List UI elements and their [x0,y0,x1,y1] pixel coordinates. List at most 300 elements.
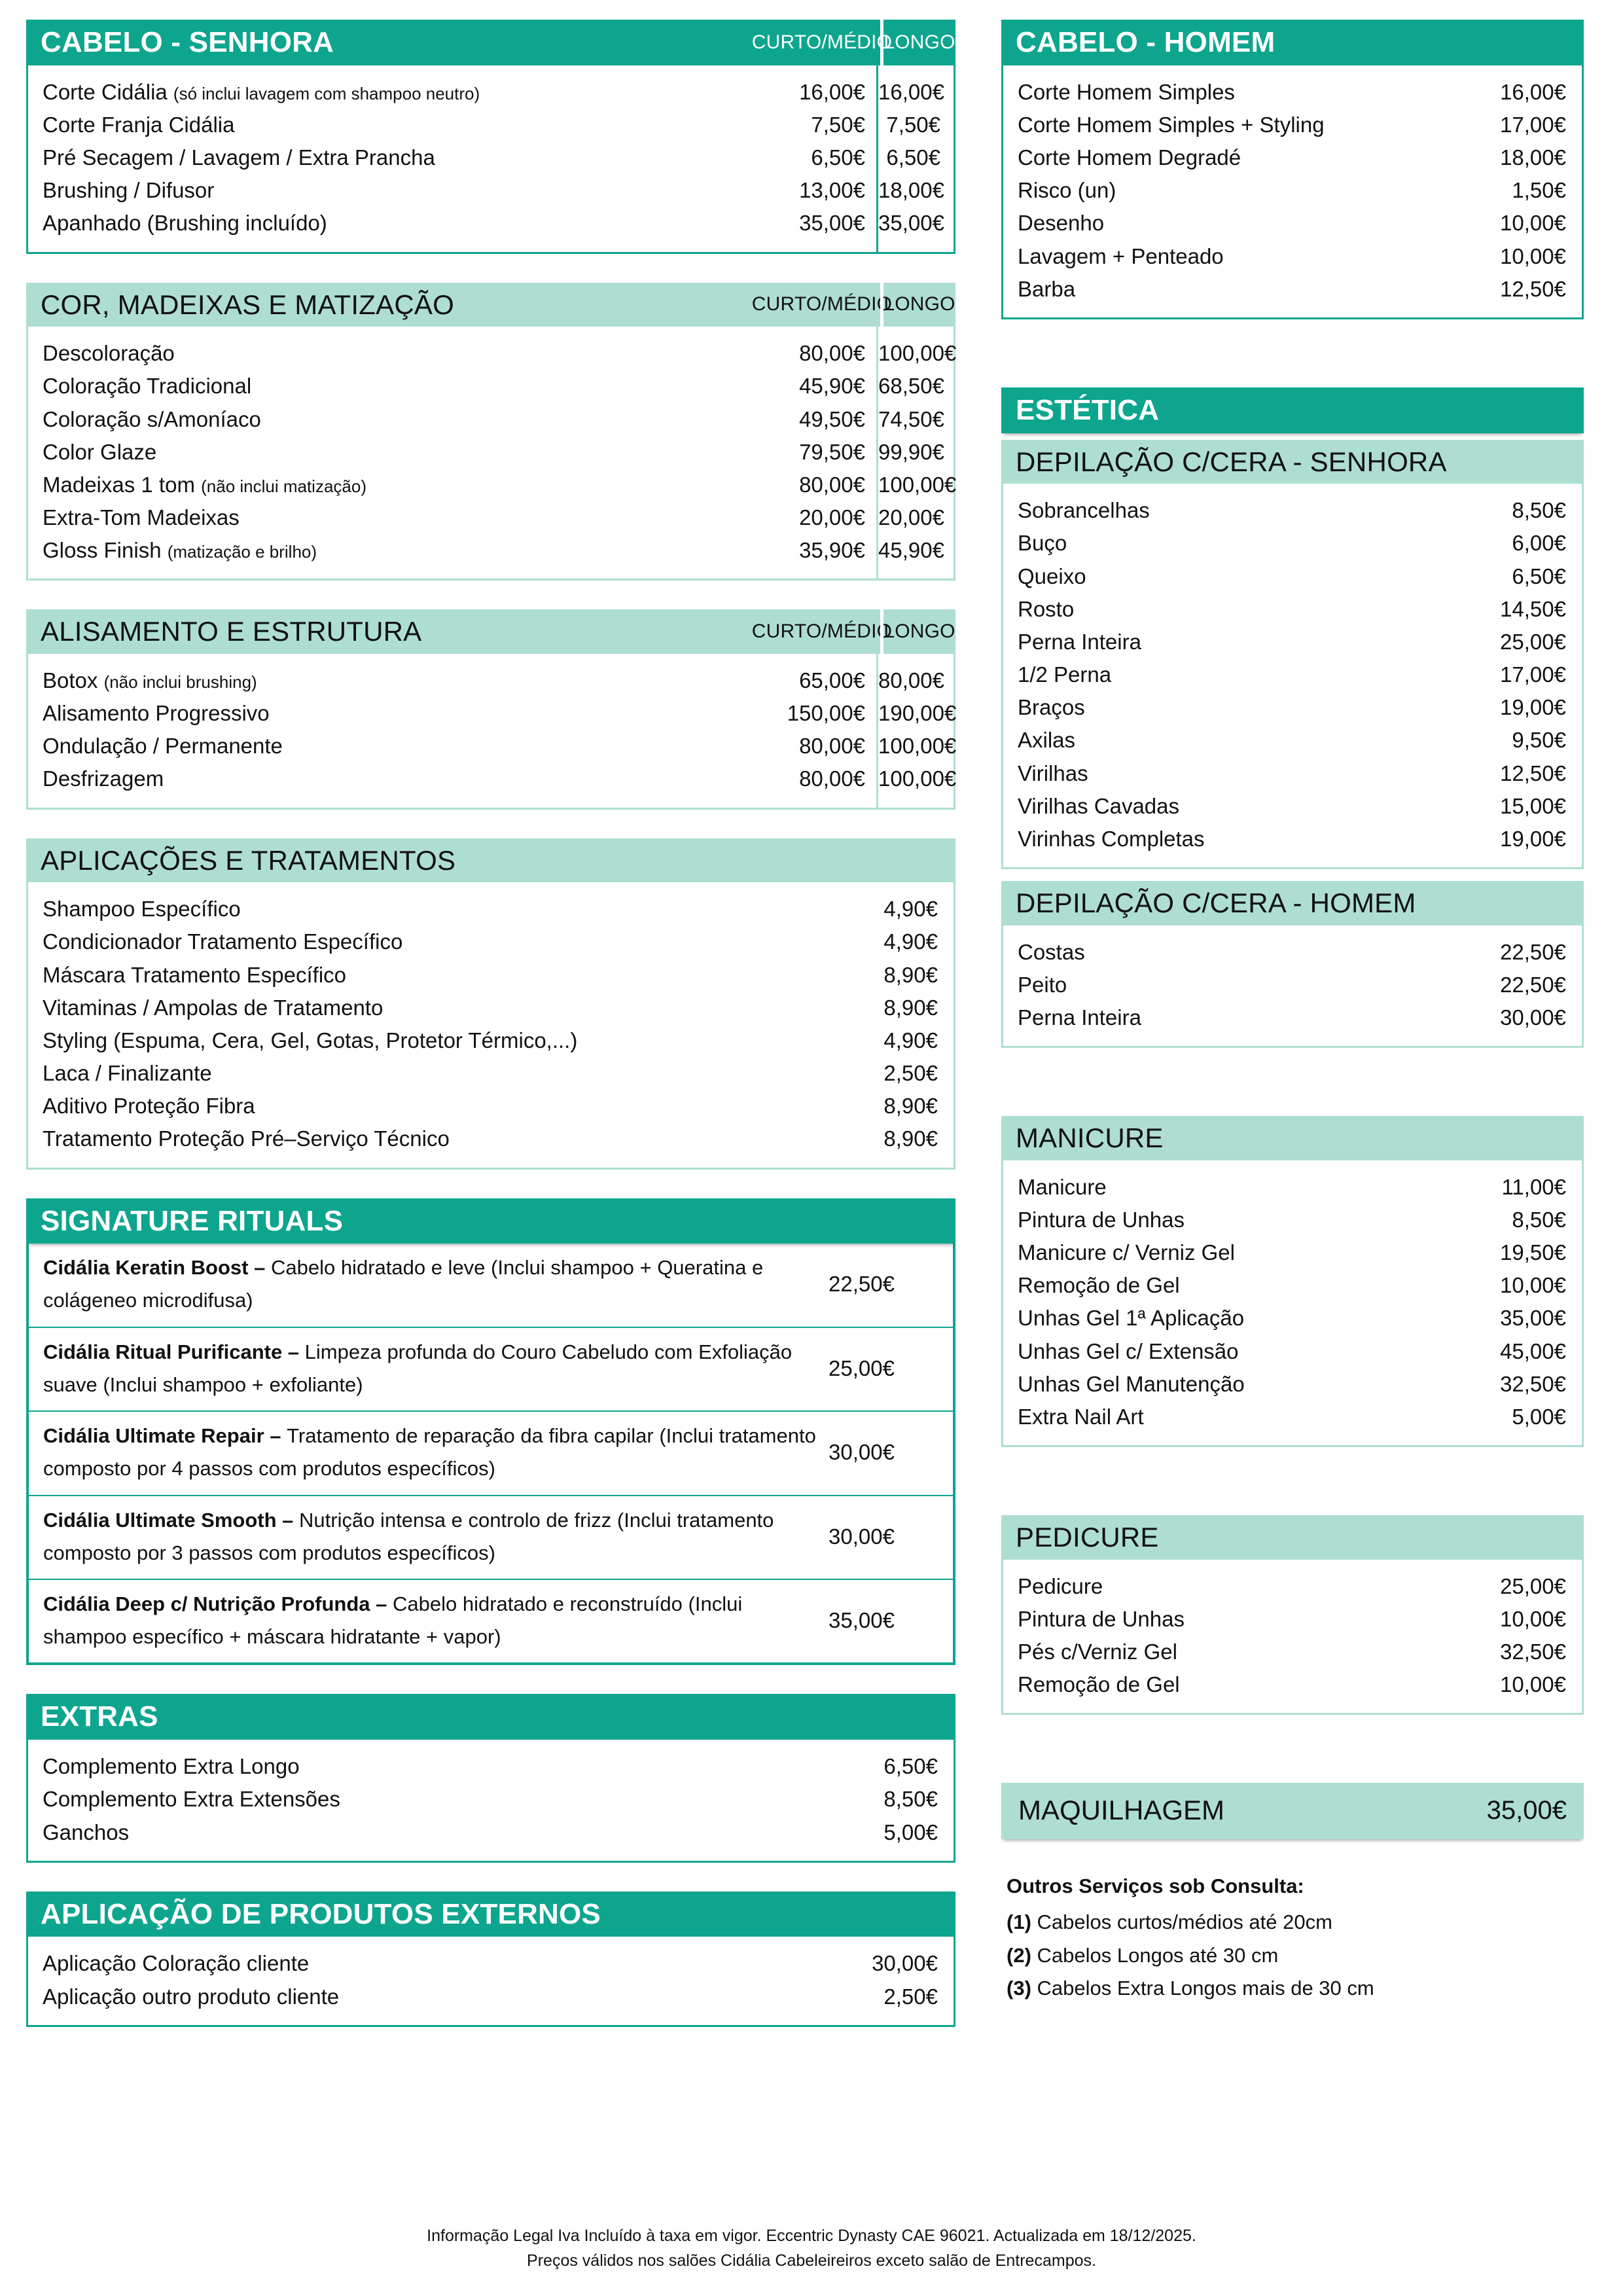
price: 5,00€ [883,1820,938,1844]
service-label: Desfrizagem [43,766,164,791]
table-row [28,959,954,992]
service-label: Aplicação outro produto cliente [43,1984,340,2009]
service-label: Complemento Extra Extensões [43,1787,340,1812]
price-rows [28,893,954,1155]
price: 22,50€ [1500,939,1566,964]
table-row [1003,593,1582,626]
ritual-description: Cabelo hidratado e leve (Inclui shampoo + Queratina e colágeneo microdifusa) [43,1256,764,1312]
outros-servicos-list [1007,1906,1584,2005]
service-label: Color Glaze [43,439,157,464]
price-long: 16,00€ [878,79,944,104]
price-short: 13,00€ [799,178,865,203]
service-label: Aditivo Proteção Fibra [43,1094,255,1119]
note-text: Cabelos Longos até 30 cm [1037,1943,1279,1967]
ritual-price: 30,00€ [829,1440,895,1465]
ritual-price: 25,00€ [829,1355,895,1380]
ritual-row [29,1328,953,1412]
service-label: Coloração s/Amoníaco [43,406,261,431]
table-row [28,403,954,436]
price-rows [1003,494,1582,855]
price-long: 100,00€ [878,472,957,497]
section-title: APLICAÇÃO DE PRODUTOS EXTERNOS [41,1897,601,1930]
service-label: Perna Inteira [1018,1005,1141,1030]
table-row [1003,1302,1582,1335]
table-row [1003,207,1582,240]
price: 12,50€ [1500,761,1566,785]
footer [0,2223,1623,2274]
service-label: Manicure [1018,1174,1107,1199]
price: 11,00€ [1501,1174,1566,1199]
table-row [28,1816,954,1849]
table-row [28,469,957,501]
maquilhagem-price: 35,00€ [1486,1795,1567,1825]
price-short: 80,00€ [799,766,865,791]
service-label: Rosto [1018,596,1075,621]
price-rows [1003,76,1582,306]
ritual-name: Cidália Keratin Boost – [43,1256,271,1280]
service-label: Costas [1018,939,1085,964]
section-aplicacoes-tratamentos [26,838,955,1170]
price-short: 65,00€ [799,668,865,692]
table-row [28,76,954,109]
table-row [1003,1668,1582,1701]
service-label: Desenho [1018,211,1105,236]
ritual-text [29,1420,829,1485]
ritual-row [29,1412,953,1496]
table-row [1003,1636,1582,1668]
service-label: Laca / Finalizante [43,1061,212,1086]
service-label: Botox (não inclui brushing) [43,668,257,692]
price: 8,50€ [883,1787,938,1812]
section-header [1001,1515,1584,1560]
table-row [28,1024,954,1057]
service-label: Unhas Gel 1ª Aplicação [1018,1306,1245,1331]
price-short: 150,00€ [787,701,865,726]
price-long: 6,50€ [886,145,940,170]
table-row [1003,969,1582,1001]
section-title: ESTÉTICA [1016,393,1160,426]
service-label: Remoção de Gel [1018,1273,1180,1298]
service-label: Styling (Espuma, Cera, Gel, Gotas, Protetor Térmico,...) [43,1028,578,1052]
outros-servicos [1001,1874,1584,2005]
service-label: Perna Inteira [1018,629,1141,654]
right-column [1001,20,1584,2005]
price-rows [1003,1570,1582,1702]
price-short: 7,50€ [811,112,865,137]
table-row [1003,174,1582,207]
table-row [1003,724,1582,757]
price: 10,00€ [1500,1273,1566,1298]
ritual-row [29,1496,953,1580]
ritual-row [29,1580,953,1662]
section-extras [26,1694,955,1862]
section-maquilhagem [1001,1783,1584,1839]
price-rows [28,1750,954,1848]
table-row [28,370,954,403]
section-cabelo-homem [1001,20,1584,319]
price: 1,50€ [1512,178,1566,203]
price: 32,50€ [1500,1640,1566,1664]
table-row [1003,76,1582,109]
service-label: Barba [1018,276,1076,301]
table-row [28,1090,954,1122]
ritual-name: Cidália Deep c/ Nutrição Profunda – [43,1592,393,1616]
section-header [1001,20,1584,65]
service-label: Condicionador Tratamento Específico [43,929,403,954]
table-row [1003,691,1582,724]
column-header-long: LONGO [880,20,955,65]
section-title: ALISAMENTO E ESTRUTURA [41,616,422,647]
table-row [28,1947,954,1980]
table-row [1003,240,1582,273]
section-cor-madeixas [26,283,955,581]
left-column [26,20,955,2056]
table-row [1003,1401,1582,1433]
table-row [1003,527,1582,560]
price: 8,50€ [1512,498,1566,523]
table-row [1003,1570,1582,1603]
column-header-short: CURTO/MÉDIO [751,293,893,315]
price-rows [28,337,957,567]
list-item [1007,1906,1584,1939]
table-row [1003,936,1582,969]
ritual-name: Cidália Ritual Purificante – [43,1340,305,1363]
price: 10,00€ [1500,243,1566,268]
service-label: Buço [1018,531,1067,556]
service-note: (só inclui lavagem com shampoo neutro) [173,83,480,103]
note-number: (3) [1007,1976,1037,2000]
section-body [1001,1160,1584,1447]
column-header-long: LONGO [880,283,955,327]
price: 32,50€ [1500,1371,1566,1396]
note-number: (1) [1007,1910,1037,1934]
footer-line-2: Preços válidos nos salões Cidália Cabeleireiros exceto salão de Entrecampos. [527,2251,1096,2270]
section-title: PEDICURE [1016,1522,1159,1553]
table-row [1003,109,1582,141]
price: 25,00€ [1500,629,1566,654]
ritual-price: 35,00€ [829,1608,895,1633]
table-row [28,925,954,958]
subsection-header-depilacao-homem [1001,881,1584,925]
price: 12,50€ [1500,276,1566,301]
price-long: 100,00€ [878,766,957,791]
price: 2,50€ [883,1061,938,1086]
service-label: Corte Franja Cidália [43,112,235,137]
price-rows [28,1947,954,2013]
section-title: APLICAÇÕES E TRATAMENTOS [41,844,456,876]
table-row [1003,273,1582,306]
section-header [26,1694,955,1740]
column-divider [876,654,878,808]
price: 19,00€ [1500,826,1566,851]
service-label: Tratamento Proteção Pré–Serviço Técnico [43,1126,450,1151]
section-header [26,1892,955,1937]
ritual-description: Cabelo hidratado e reconstruído (Inclui shampoo específico + máscara hidratante + vapor) [43,1592,743,1649]
section-cabelo-senhora [26,20,955,254]
service-label: Virilhas Cavadas [1018,793,1180,818]
maquilhagem-title: MAQUILHAGEM [1018,1795,1225,1826]
price: 17,00€ [1500,112,1566,137]
table-row [1003,1269,1582,1302]
price: 8,50€ [1512,1207,1566,1232]
ritual-description: Limpeza profunda do Couro Cabeludo com Exfoliação suave (Inclui shampoo + exfoliante) [43,1340,793,1396]
price: 15,00€ [1500,793,1566,818]
price: 5,00€ [1512,1404,1566,1429]
table-row [1003,658,1582,691]
section-body [26,882,955,1169]
service-label: Unhas Gel c/ Extensão [1018,1338,1239,1363]
subsection-title: DEPILAÇÃO C/CERA - SENHORA [1016,446,1447,477]
ritual-price: 22,50€ [829,1272,895,1297]
price: 10,00€ [1500,211,1566,236]
service-label: Pré Secagem / Lavagem / Extra Prancha [43,145,435,170]
price-long: 100,00€ [878,341,957,366]
price: 30,00€ [1500,1005,1566,1030]
table-row [28,762,957,795]
price-long: 100,00€ [878,734,957,759]
price-long: 45,90€ [878,538,944,563]
service-label: Risco (un) [1018,178,1116,203]
price-long: 74,50€ [878,406,944,431]
section-title: EXTRAS [41,1700,158,1733]
service-label: Pintura de Unhas [1018,1207,1185,1232]
section-header [26,283,955,327]
table-row [1003,790,1582,823]
table-row [28,174,954,207]
service-label: 1/2 Perna [1018,662,1112,687]
table-row [1003,1368,1582,1401]
section-produtos-externos [26,1892,955,2027]
service-label: Corte Homem Degradé [1018,145,1241,170]
section-header [1001,1116,1584,1160]
price: 35,00€ [1500,1306,1566,1331]
price-short: 45,90€ [799,374,865,399]
section-title: CABELO - HOMEM [1016,26,1275,58]
price-short: 35,90€ [799,538,865,563]
service-label: Extra Nail Art [1018,1404,1144,1429]
service-label: Braços [1018,695,1085,720]
estetica-header [1001,387,1584,433]
price: 8,90€ [883,995,938,1020]
service-label: Pintura de Unhas [1018,1606,1185,1631]
ritual-text [29,1336,829,1401]
service-label: Madeixas 1 tom (não inclui matização) [43,472,366,497]
price: 6,50€ [1512,564,1566,588]
service-label: Remoção de Gel [1018,1672,1180,1697]
table-row [28,1783,954,1816]
price-long: 190,00€ [878,701,957,726]
section-estetica [1001,387,1584,1048]
column-divider [876,65,878,252]
price: 25,00€ [1500,1573,1566,1598]
section-header [26,1198,955,1244]
service-label: Coloração Tradicional [43,374,252,399]
price: 4,90€ [883,897,938,922]
section-body [1001,1560,1584,1715]
table-row [28,141,954,174]
table-row [1003,1335,1582,1368]
table-row [28,1122,954,1155]
ritual-text [29,1588,829,1653]
footer-line-1: Informação Legal Iva Incluído à taxa em vigor. Eccentric Dynasty CAE 96021. Actualizada em 18/12/2025. [427,2226,1196,2245]
column-header-short: CURTO/MÉDIO [751,620,893,643]
service-label: Virilhas [1018,761,1088,785]
price: 17,00€ [1500,662,1566,687]
table-row [28,1057,954,1090]
section-alisamento [26,609,955,809]
price-short: 16,00€ [799,79,865,104]
table-row [1003,560,1582,593]
column-divider [876,327,878,579]
section-title: MANICURE [1016,1122,1164,1154]
service-label: Peito [1018,972,1067,997]
table-row [28,1981,954,2013]
service-label: Ganchos [43,1820,130,1844]
service-label: Shampoo Específico [43,897,241,922]
table-row [28,501,954,534]
section-body [26,65,955,254]
section-signature-rituals [26,1198,955,1666]
table-row [28,207,954,240]
section-body [1001,65,1584,319]
service-label: Ondulação / Permanente [43,734,283,759]
service-label: Apanhado (Brushing incluído) [43,211,327,236]
price: 9,50€ [1512,728,1566,753]
subsection-title: DEPILAÇÃO C/CERA - HOMEM [1016,887,1416,918]
ritual-row [29,1244,953,1327]
service-label: Virinhas Completas [1018,826,1205,851]
ritual-description: Tratamento de reparação da fibra capilar (Inclui tratamento composto por 4 passos com produtos específicos) [43,1424,816,1480]
ritual-name: Cidália Ultimate Repair – [43,1424,287,1448]
price: 4,90€ [883,929,938,954]
ritual-price: 30,00€ [829,1524,895,1549]
column-header-long: LONGO [880,609,955,654]
ritual-description: Nutrição intensa e controlo de frizz (Inclui tratamento composto por 3 passos com produtos específicos) [43,1508,774,1564]
section-header [26,20,955,65]
price-short: 80,00€ [799,734,865,759]
price: 19,00€ [1500,695,1566,720]
service-label: Axilas [1018,728,1076,753]
price: 22,50€ [1500,972,1566,997]
table-row [1003,1001,1582,1034]
price-long: 18,00€ [878,178,944,203]
table-row [1003,494,1582,527]
service-label: Alisamento Progressivo [43,701,270,726]
service-label: Sobrancelhas [1018,498,1150,523]
table-row [1003,757,1582,790]
table-row [1003,1236,1582,1269]
ritual-text [29,1251,829,1317]
price-long: 20,00€ [878,505,944,529]
price-rows [28,76,954,240]
section-pedicure [1001,1515,1584,1715]
price: 18,00€ [1500,145,1566,170]
table-row [28,534,954,567]
price-rows [28,664,957,796]
section-title: CABELO - SENHORA [41,26,334,58]
service-label: Queixo [1018,564,1086,588]
service-label: Pés c/Verniz Gel [1018,1640,1177,1664]
service-label: Pedicure [1018,1573,1103,1598]
service-label: Corte Cidália (só inclui lavagem com shampoo neutro) [43,79,480,104]
list-item [1007,1939,1584,1972]
column-header-short: CURTO/MÉDIO [751,31,893,53]
service-label: Unhas Gel Manutenção [1018,1371,1245,1396]
subsection-header-depilacao-senhora [1001,440,1584,484]
maquilhagem-band [1001,1783,1584,1839]
section-header [26,838,955,883]
service-label: Vitaminas / Ampolas de Tratamento [43,995,383,1020]
table-row [28,664,954,697]
section-body [26,1937,955,2026]
section-body [1001,484,1584,869]
price-long: 99,90€ [878,439,944,464]
price: 8,90€ [883,1126,938,1151]
service-note: (não inclui matização) [201,476,366,496]
table-row [28,109,954,141]
price-short: 6,50€ [811,145,865,170]
table-row [28,337,957,370]
service-label: Gloss Finish (matização e brilho) [43,538,317,563]
two-column-layout [26,20,1597,2056]
service-label: Máscara Tratamento Específico [43,962,347,987]
price-short: 49,50€ [799,406,865,431]
price-long: 80,00€ [878,668,944,692]
table-row [1003,1603,1582,1636]
note-text: Cabelos Extra Longos mais de 30 cm [1037,1976,1374,2000]
price: 16,00€ [1500,79,1566,104]
table-row [28,1750,954,1783]
ritual-name: Cidália Ultimate Smooth – [43,1508,300,1532]
price: 6,50€ [883,1754,938,1779]
service-label: Descoloração [43,341,175,366]
service-label: Extra-Tom Madeixas [43,505,240,529]
price: 10,00€ [1500,1606,1566,1631]
service-label: Corte Homem Simples + Styling [1018,112,1325,137]
service-label: Brushing / Difusor [43,178,215,203]
section-body [1001,925,1584,1048]
section-body [26,327,955,581]
price: 19,50€ [1500,1240,1566,1265]
note-text: Cabelos curtos/médios até 20cm [1037,1910,1332,1934]
ritual-text [29,1504,829,1570]
price-short: 35,00€ [799,211,865,236]
price-long: 68,50€ [878,374,944,399]
service-label: Aplicação Coloração cliente [43,1951,310,1976]
table-row [28,436,954,469]
service-note: (matização e brilho) [167,542,317,562]
note-number: (2) [1007,1943,1037,1967]
price: 8,90€ [883,962,938,987]
price: 8,90€ [883,1094,938,1119]
service-label: Complemento Extra Longo [43,1754,300,1779]
price-short: 80,00€ [799,472,865,497]
section-title: SIGNATURE RITUALS [41,1204,344,1237]
price: 14,50€ [1500,596,1566,621]
table-row [28,893,954,925]
price: 2,50€ [883,1984,938,2009]
service-label: Manicure c/ Verniz Gel [1018,1240,1235,1265]
section-header [26,609,955,654]
table-row [1003,626,1582,658]
table-row [28,697,957,730]
price: 30,00€ [872,1951,938,1976]
service-note: (não inclui brushing) [103,672,257,692]
table-row [1003,1204,1582,1236]
price: 6,00€ [1512,531,1566,556]
price-rows [1003,936,1582,1034]
price-short: 79,50€ [799,439,865,464]
